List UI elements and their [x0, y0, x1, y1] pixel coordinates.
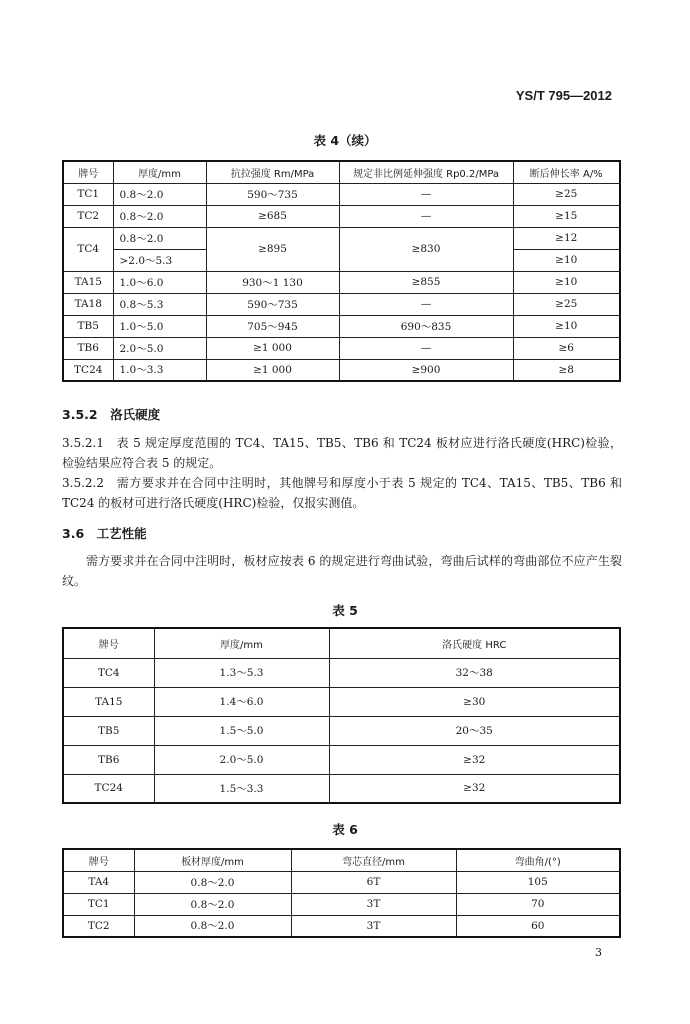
paragraph-3-5-2-1: 3.5.2.1 表 5 规定厚度范围的 TC4、TA15、TB5、TB6 和 TC24 板材应进行洛氏硬度(HRC)检验，检验结果应符合表 5 的规定。: [62, 436, 622, 470]
standard-code: YS/T 795—2012: [515, 88, 612, 103]
table-cell: ≥855: [339, 271, 513, 293]
table-cell: 0.8～2.0: [134, 893, 291, 915]
table-row: [63, 893, 620, 915]
header-cell: 牌号: [63, 849, 134, 871]
table-cell: TA15: [63, 687, 154, 716]
table5: [62, 627, 621, 804]
table-row: [63, 205, 620, 227]
table-cell: 1.4～6.0: [154, 687, 329, 716]
table-cell: ≥8: [513, 359, 620, 381]
table-cell: 6T: [291, 871, 456, 893]
table-cell: ≥12: [513, 227, 620, 249]
table-cell: 60: [456, 915, 620, 937]
table-cell: —: [339, 205, 513, 227]
table-cell: ≥685: [206, 205, 339, 227]
table-row: [63, 687, 620, 716]
table-row: [63, 337, 620, 359]
table-cell: 2.0～5.0: [154, 745, 329, 774]
section-3-5-2-title: 3.5.2 洛氏硬度: [62, 407, 161, 422]
table-header-row: [63, 161, 620, 183]
table-cell: TC2: [63, 205, 113, 227]
table-row: [63, 315, 620, 337]
table4: [62, 160, 621, 382]
table-cell: 590～735: [206, 293, 339, 315]
table-cell: 705～945: [206, 315, 339, 337]
table-cell: >2.0～5.3: [113, 249, 206, 271]
table-row: [63, 293, 620, 315]
header-cell: 抗拉强度 Rm/MPa: [206, 161, 339, 183]
table-cell: 3T: [291, 893, 456, 915]
table-cell: TB6: [63, 337, 113, 359]
table-cell: TC1: [63, 183, 113, 205]
table-cell: ≥1 000: [206, 359, 339, 381]
table-row: [63, 183, 620, 205]
table-cell: TC24: [63, 359, 113, 381]
table-cell: 32～38: [329, 658, 620, 687]
table5-caption: 表 5: [332, 603, 358, 618]
table-row: [63, 774, 620, 803]
table-cell: TC4: [63, 227, 113, 271]
table-cell: TA15: [63, 271, 113, 293]
table-cell: 1.0～5.0: [113, 315, 206, 337]
table-cell: 1.0～6.0: [113, 271, 206, 293]
table-cell: 0.8～2.0: [113, 227, 206, 249]
table-cell: TB5: [63, 315, 113, 337]
table-cell: 1.5～5.0: [154, 716, 329, 745]
table-cell: 0.8～5.3: [113, 293, 206, 315]
table-header-row: [63, 628, 620, 658]
page-number: 3: [595, 946, 602, 959]
table-cell: 3T: [291, 915, 456, 937]
table-cell: 1.3～5.3: [154, 658, 329, 687]
table-cell: TC1: [63, 893, 134, 915]
table-cell: TA18: [63, 293, 113, 315]
table-cell: 930～1 130: [206, 271, 339, 293]
table-cell: TB5: [63, 716, 154, 745]
paragraph-3-5-2-2: 3.5.2.2 需方要求并在合同中注明时，其他牌号和厚度小于表 5 规定的 TC4、TA15、TB5、TB6 和 TC24 的板材可进行洛氏硬度(HRC)检验，仅报实测值。: [62, 476, 622, 510]
header-cell: 牌号: [63, 161, 113, 183]
table-row: [63, 359, 620, 381]
table-cell: ≥15: [513, 205, 620, 227]
table-cell: 0.8～2.0: [113, 183, 206, 205]
table-cell: —: [339, 293, 513, 315]
table-cell: 590～735: [206, 183, 339, 205]
table-cell: —: [339, 183, 513, 205]
table-cell: 690～835: [339, 315, 513, 337]
section-3-6-title: 3.6 工艺性能: [62, 526, 147, 541]
table-cell: 70: [456, 893, 620, 915]
table-cell: ≥32: [329, 774, 620, 803]
table-row: [63, 871, 620, 893]
header-cell: 厚度/mm: [154, 628, 329, 658]
table-row: [63, 227, 620, 249]
table-cell: 20～35: [329, 716, 620, 745]
table-cell: ≥25: [513, 183, 620, 205]
table-cell: ≥10: [513, 271, 620, 293]
table-cell: ≥895: [206, 227, 339, 271]
header-cell: 弯芯直径/mm: [291, 849, 456, 871]
table-cell: ≥10: [513, 249, 620, 271]
header-cell: 规定非比例延伸强度 Rp0.2/MPa: [339, 161, 513, 183]
table-cell: ≥30: [329, 687, 620, 716]
table6: [62, 848, 621, 938]
table-cell: 105: [456, 871, 620, 893]
table-cell: —: [339, 337, 513, 359]
table-cell: 1.5～3.3: [154, 774, 329, 803]
table6-caption: 表 6: [332, 822, 358, 837]
table-row: [63, 271, 620, 293]
table-header-row: [63, 849, 620, 871]
table-cell: TA4: [63, 871, 134, 893]
table4-caption: 表 4（续）: [313, 133, 377, 148]
header-cell: 断后伸长率 A/%: [513, 161, 620, 183]
header-cell: 洛氏硬度 HRC: [329, 628, 620, 658]
table-cell: TC24: [63, 774, 154, 803]
header-cell: 弯曲角/(°): [456, 849, 620, 871]
paragraph-3-6: 需方要求并在合同中注明时，板材应按表 6 的规定进行弯曲试验，弯曲后试样的弯曲部位不应产生裂纹。: [62, 554, 622, 588]
table-cell: 0.8～2.0: [113, 205, 206, 227]
table-cell: TC4: [63, 658, 154, 687]
table-cell: ≥900: [339, 359, 513, 381]
table-row: [63, 745, 620, 774]
header-cell: 厚度/mm: [113, 161, 206, 183]
table-row: [63, 716, 620, 745]
table-cell: TB6: [63, 745, 154, 774]
table-row: [63, 915, 620, 937]
table-cell: ≥1 000: [206, 337, 339, 359]
header-cell: 板材厚度/mm: [134, 849, 291, 871]
table-cell: 0.8～2.0: [134, 871, 291, 893]
table-cell: 2.0～5.0: [113, 337, 206, 359]
table-cell: ≥32: [329, 745, 620, 774]
table-cell: ≥10: [513, 315, 620, 337]
table-cell: ≥6: [513, 337, 620, 359]
table-cell: 0.8～2.0: [134, 915, 291, 937]
table-cell: ≥25: [513, 293, 620, 315]
table-row: [63, 658, 620, 687]
header-cell: 牌号: [63, 628, 154, 658]
table-cell: ≥830: [339, 227, 513, 271]
table-cell: 1.0～3.3: [113, 359, 206, 381]
table-cell: TC2: [63, 915, 134, 937]
